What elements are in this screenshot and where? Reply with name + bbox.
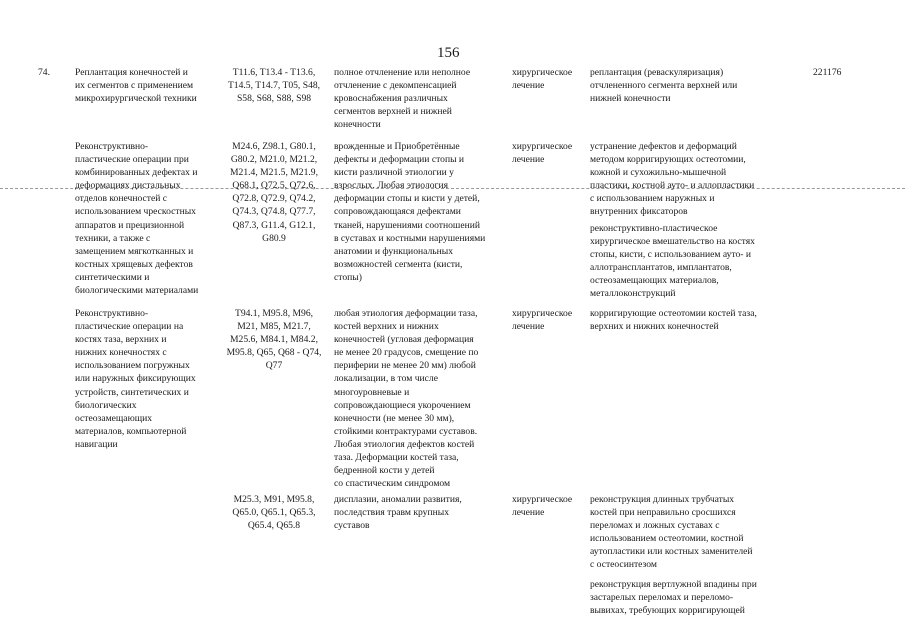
row-method: реплантация (реваскуляризация) отчлененного сегмента верхней или нижней конечности [590,67,738,105]
page-number: 156 [437,45,460,61]
row-treatment-type: хирургическое лечение [512,67,573,92]
row-name: Реконструктивно- пластические операции при комбинированных дефектах и деформациях дистальных отделов конечностей с использованием чрескостных аппаратов и прецизионной техники, а также с замещением мягкотканных и костных хрящевых дефектов синтетическими и биологическими материалами [75,141,199,297]
row-codes: M25.3, M91, M95.8, Q65.0, Q65.1, Q65.3, Q65.4, Q65.8 [232,494,316,532]
row-name: Реплантация конечностей и их сегментов с применением микрохирургической техники [75,67,197,105]
row-patient-model: дисплазии, аномалии развития, последствия травм крупных суставов [334,494,462,532]
row-method: реконструкция длинных трубчатых костей при неправильно сросшихся переломах и ложных суставах с использованием остеотомии, костной аутопластики или костных заменителей с остеосинтезом [590,494,753,571]
row-codes: M24.6, Z98.1, G80.1, G80.2, M21.0, M21.2, M21.4, M21.5, M21.9, Q68.1, Q72.5, Q72.6, Q72.8, Q72.9, Q74.2, Q74.3, Q74.8, Q77.7, Q87.3, G11.4, G12.1, G80.9 [230,141,318,244]
row-method: корригирующие остеотомии костей таза, верхних и нижних конечностей [590,308,757,333]
row-name: Реконструктивно- пластические операции на костях таза, верхних и нижних конечностях с использованием погружных или наружных фиксирующих устройств, синтетических и биологических остеозамещающих материалов, компьютерной навигации [75,308,196,450]
row-patient-model: врожденные и Приобретённые дефекты и деформации стопы и кисти различной этиологии у взрослых. Любая этиология деформации стопы и кисти у детей, сопровождающаяся дефектами тканей, нарушениями соотношений в суставах и костными нарушениями анатомии и функциональных возможностей сегмента (кисти, стопы) [334,141,486,283]
row-norm: 221176 [813,67,842,78]
row-treatment-type: хирургическое лечение [512,308,573,333]
row-number: 74. [38,67,50,78]
row-patient-model: полное отчленение или неполное отчленение с декомпенсацией кровоснабжения различных сегментов верхней и нижней конечности [334,67,471,131]
row-method: реконструктивно-пластическое хирургическое вмешательство на костях стопы, кисти, с использованием ауто- и аллотрансплантатов, имплантатов, остеозамещающих материалов, металлоконструкций [590,223,755,300]
row-codes: T94.1, M95.8, M96, M21, M85, M21.7, M25.6, M84.1, M84.2, M95.8, Q65, Q68 - Q74, Q77 [226,308,322,372]
row-patient-model: любая этиология деформации таза, костей верхних и нижних конечностей (угловая деформация не менее 20 градусов, смещение по периферии не менее 20 мм) любой локализации, в том числе многоуровневые и сопровождающиеся укорочением конечности (не менее 30 мм), стойкими контрактурами суставов. Любая этиология дефектов костей таза. Деформации костей таза, бедренной кости у детей со спастическим синдромом [334,308,479,490]
row-method: устранение дефектов и деформаций методом корригирующих остеотомии, кожной и сухожильно-мышечной пластики, костной ауто- и аллопластики с использованием наружных и внутренних фиксаторов [590,141,755,218]
row-codes: T11.6, T13.4 - T13.6, T14.5, T14.7, T05, S48, S58, S68, S88, S98 [227,67,321,105]
row-treatment-type: хирургическое лечение [512,141,573,166]
row-method: реконструкция вертлужной впадины при застарелых переломах и переломо- вывихах, требующих корригирующей [590,579,757,617]
row-treatment-type: хирургическое лечение [512,494,573,519]
